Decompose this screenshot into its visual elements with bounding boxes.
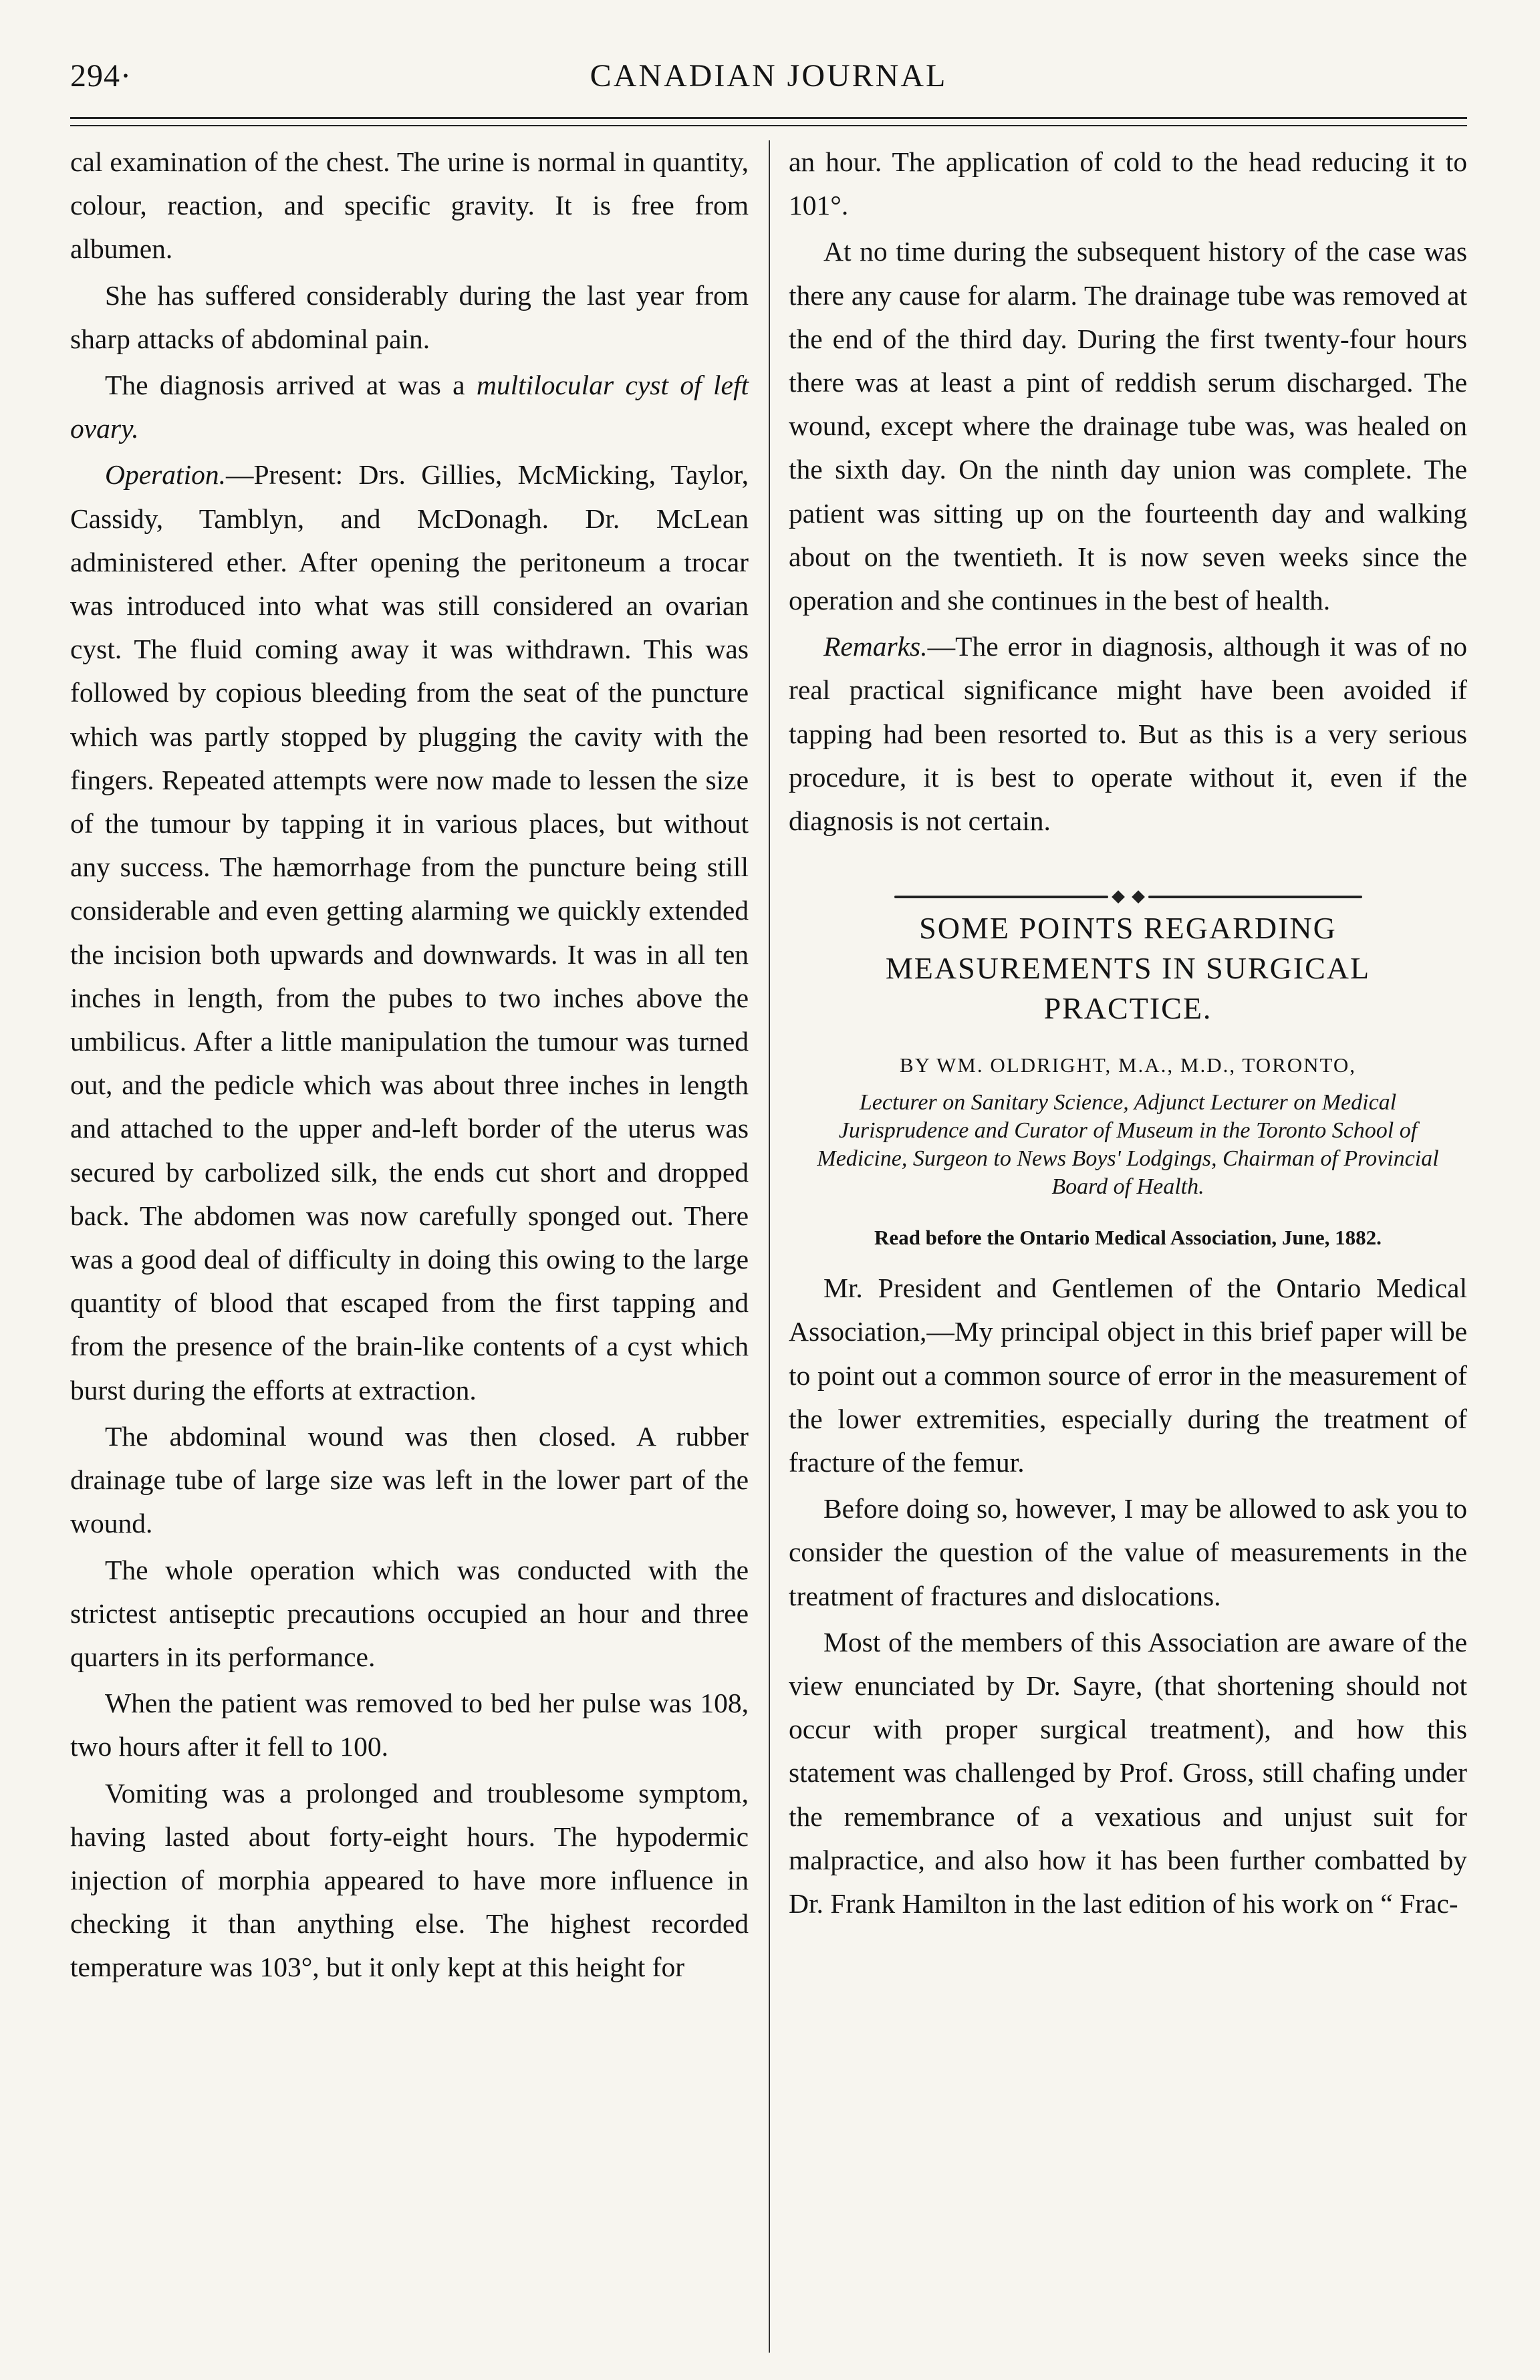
paragraph: an hour. The application of cold to the head reducing it to 101°. [789, 146, 1467, 221]
operation-text: —Present: Drs. Gillies, McMicking, Taylor, Cassidy, Tamblyn, and McDonagh. Dr. McLean administered ether. After opening the peritoneum a trocar was introduced into what was still considered an ovarian cyst. The fluid coming away it was withdrawn. This was followed by copious bleeding from the seat of the puncture which was partly stopped by plugging the cavity with the fingers. Repeated attempts were now made to lessen the size of the tumour by tapping it in various places, but without any success. The hæmorrhage from the puncture being still considerable and even getting alarming we quickly extended the incision both upwards and downwards. It was in all ten inches in length, from the pubes to two inches above the umbilicus. After a little manipulation the tumour was turned out, and the pedicle which was about three inches in length and attached to the upper and-left border of the uterus was secured by carbolized silk, the ends cut short and dropped back. The abdomen was now carefully sponged out. There was a good deal of difficulty in doing this owing to the large quantity of blood that escaped from the first tapping and from the presence of the brain-like contents of a cyst which burst during the efforts at extraction. [70, 459, 749, 1406]
paragraph: The abdominal wound was then closed. A rubber drainage tube of large size was left in the lower part of the wound. [70, 1420, 749, 1539]
paragraph-remarks [789, 625, 1467, 843]
paragraph: When the patient was removed to bed her pulse was 108, two hours after it fell to 100. [70, 1688, 749, 1762]
page-header [70, 53, 1467, 107]
paragraph-operation [70, 453, 749, 1412]
left-column [70, 140, 749, 1992]
operation-label: Operation. [105, 459, 226, 491]
diagnosis-italic: multilocular cyst of left ovary. [70, 370, 749, 444]
paragraph: The whole operation which was conducted with the strictest antiseptic precautions occupied an hour and three quarters in its performance. [70, 1554, 749, 1672]
section-ornament [789, 872, 1467, 886]
page-number: 294· [70, 58, 132, 94]
paragraph-diagnosis [70, 364, 749, 450]
remarks-label: Remarks. [823, 631, 928, 662]
paragraph: Before doing so, however, I may be allowed to ask you to consider the question of the value of measurements in the treatment of fractures and dislocations. [789, 1493, 1467, 1611]
column-divider [769, 140, 770, 2353]
paragraph: Vomiting was a prolonged and troublesome symptom, having lasted about forty-eight hours. The hypodermic injection of morphia appeared to have more influence in checking it than anything else. The highest recorded temperature was 103°, but it only kept at this height for [70, 1777, 749, 1983]
journal-page [70, 53, 1467, 2353]
paragraph: Mr. President and Gentlemen of the Ontario Medical Association,—My principal object in this brief paper will be to point out a common source of error in the measurement of the lower extremities, especially during the treatment of fracture of the femur. [789, 1273, 1467, 1478]
author-credentials: Lecturer on Sanitary Science, Adjunct Lecturer on Medical Jurisprudence and Curator of Museum in the Toronto School of Medicine, Surgeon to News Boys' Lodgings, Chairman of Provincial Board of Health. [817, 1090, 1439, 1200]
running-title: CANADIAN JOURNAL [590, 58, 948, 94]
right-column [789, 140, 1467, 1928]
paragraph: She has suffered considerably during the last year from sharp attacks of abdominal pain. [70, 279, 749, 354]
article-byline: BY WM. OLDRIGHT, M.A., M.D., TORONTO, [899, 1053, 1357, 1077]
two-column-body [70, 140, 1467, 2353]
paragraph: At no time during the subsequent history of the case was there any cause for alarm. The drainage tube was removed at the end of the third day. During the first twenty-four hours there was at least a pint of reddish serum discharged. The wound, except where the drainage tube was, was healed on the sixth day. On the ninth day union was complete. The patient was sitting up on the fourteenth day and walking about on the twentieth. It is now seven weeks since the operation and she continues in the best of health. [789, 236, 1467, 616]
paragraph: cal examination of the chest. The urine is normal in quantity, colour, reaction, and specific gravity. It is free from albumen. [70, 146, 749, 265]
remarks-text: —The error in diagnosis, although it was of no real practical significance might have been avoided if tapping had been resorted to. But as this is a very serious procedure, it is best to operate without it, even if the diagnosis is not certain. [789, 631, 1467, 837]
read-note: Read before the Ontario Medical Association, June, 1882. [874, 1226, 1382, 1250]
header-rule [70, 117, 1467, 126]
diagnosis-prefix: The diagnosis arrived at was a [105, 370, 477, 401]
paragraph: Most of the members of this Association are aware of the view enunciated by Dr. Sayre, (that shortening should not occur with proper surgical treatment), and how this statement was challenged by Prof. Gross, still chafing under the remembrance of a vexatious and unjust suit for malpractice, and also how it has been further combatted by Dr. Frank Hamilton in the last edition of his work on “ Frac- [789, 1626, 1467, 1920]
article-title: SOME POINTS REGARDING MEASUREMENTS IN SURGICAL PRACTICE. [885, 911, 1371, 1026]
